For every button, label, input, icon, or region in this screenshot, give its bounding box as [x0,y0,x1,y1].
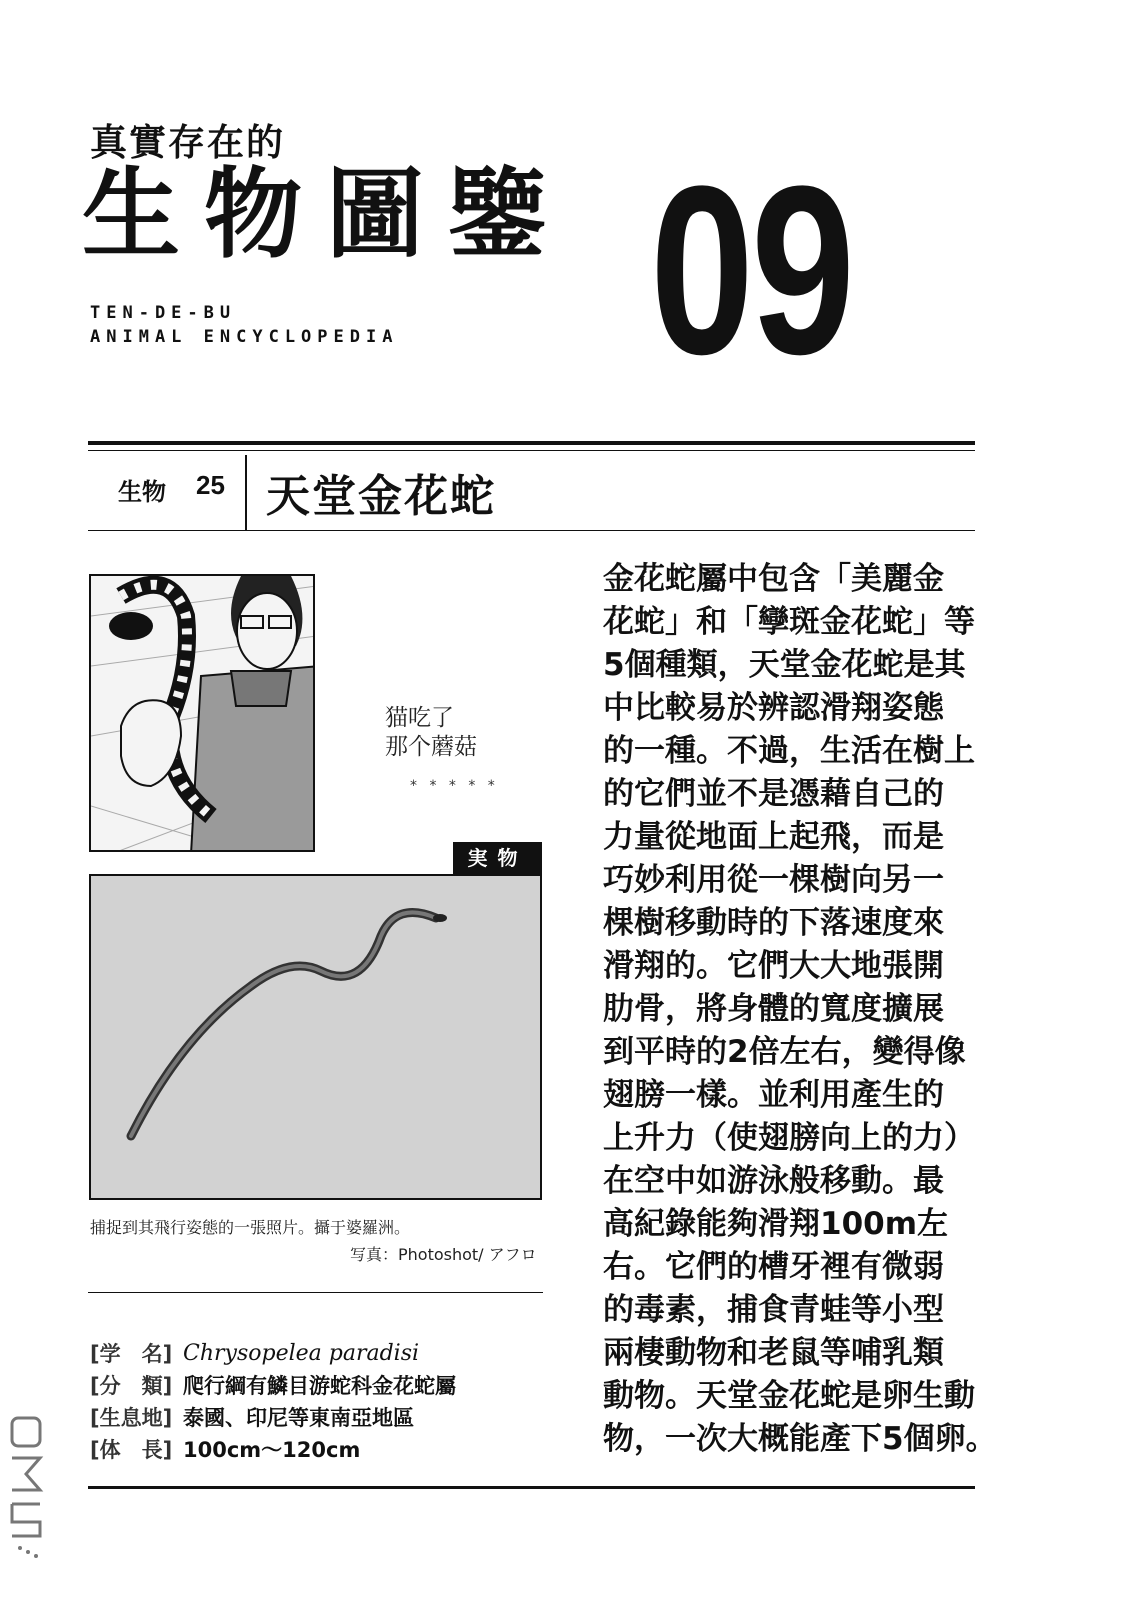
illustration-drawing [91,576,315,852]
header-latin-line1: TEN-DE-BU [90,303,237,323]
fact-value: Chrysopelea paradisi [183,1341,420,1366]
body-line: 的一種。不過，生活在樹上 [603,733,975,769]
credit-line1: 猫吃了 [385,705,454,731]
body-line: 動物。天堂金花蛇是卵生動 [603,1378,975,1414]
body-line: 物，一次大概能產下5個卵。 [603,1421,997,1457]
fact-value: 爬行綱有鱗目游蛇科金花蛇屬 [183,1374,456,1398]
snake-photo-image [91,876,542,1200]
body-line: 中比較易於辨認滑翔姿態 [603,690,944,726]
fact-row [90,1402,456,1434]
body-line: 高紀錄能夠滑翔100m左 [603,1206,949,1242]
fact-label: [生息地] [90,1406,173,1430]
body-line: 花蛇」和「孿斑金花蛇」等 [603,604,975,640]
body-line: 巧妙利用從一棵樹向另一 [603,862,944,898]
species-facts [90,1338,456,1466]
body-line: 的它們並不是憑藉自己的 [603,776,944,812]
fact-value: 泰國、印尼等東南亞地區 [183,1406,414,1430]
body-line: 到平時的2倍左右，變得像 [603,1034,966,1070]
species-name: 天堂金花蛇 [266,471,496,522]
fact-label: [分 類] [90,1374,173,1398]
description-text [603,558,1008,1461]
photo-credit: 写真：Photoshot/ アフロ [350,1245,537,1264]
body-line: 肋骨，將身體的寬度擴展 [603,991,944,1027]
illustration-credit [385,704,515,762]
fact-label: [学 名] [90,1342,173,1366]
fact-label: [体 長] [90,1438,173,1462]
illustration-panel [89,574,315,852]
header-title: 生物圖鑒 [82,158,571,272]
fact-value: 100cm～120cm [183,1438,361,1462]
body-line: 右。它們的槽牙裡有微弱 [603,1249,944,1285]
body-line: 兩棲動物和老鼠等哺乳類 [603,1335,944,1371]
snake-photo [89,874,542,1200]
fact-row [90,1434,456,1466]
fact-row [90,1370,456,1402]
body-line: 力量從地面上起飛，而是 [603,819,944,855]
category-number: 25 [196,470,225,500]
title-divider [245,455,247,530]
top-rule-thick [88,441,975,445]
photo-tag: 実物 [453,842,542,874]
body-line: 棵樹移動時的下落速度來 [603,905,944,941]
body-line: 的毒素，捕食青蛙等小型 [603,1292,944,1328]
header-latin-line2: ANIMAL ENCYCLOPEDIA [90,327,399,347]
site-watermark-logo [0,1412,50,1562]
body-line: 在空中如游泳般移動。最 [603,1163,944,1199]
title-bottom-rule [88,530,975,531]
photo-caption: 捕捉到其飛行姿態的一張照片。攝于婆羅洲。 [90,1218,411,1237]
credit-line2: 那个蘑菇 [385,733,477,760]
entry-volume-number: 09 [650,136,852,404]
facts-top-rule [88,1292,543,1293]
bottom-rule [88,1486,975,1489]
body-line: 翅膀一樣。並利用產生的 [603,1077,944,1113]
body-line: 上升力（使翅膀向上的力） [603,1120,975,1156]
body-line: 金花蛇屬中包含「美麗金 [603,561,944,597]
body-line: 5個種類，天堂金花蛇是其 [603,647,966,683]
top-rule-thin [88,450,975,451]
credit-dots: * * * * * [410,778,499,794]
category-label: 生物 [118,478,166,506]
fact-row [90,1338,456,1370]
body-line: 滑翔的。它們大大地張開 [603,948,944,984]
header-subtitle: 真實存在的 [90,121,285,164]
